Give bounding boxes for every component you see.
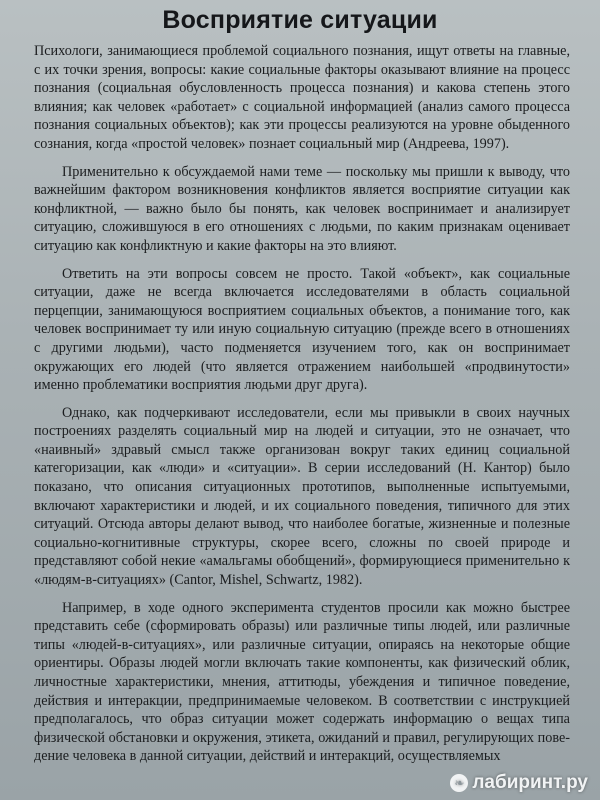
paragraph: Психологи, занимающиеся проблемой социального познания, ищут ответы на главные, с их точки зрения, вопросы: какие социальные факторы оказывают влияние на процесс познания (социальная обусловленность процесса познания) и какова степень этого влияния; как человек «работает» с социальной информацией (анализ самого процесса познания социальных объектов); как эти процессы реализуются на уровне обыденного сознания, когда «простой человек» познает социальный мир (Андреева, 1997). [34,43,570,152]
paragraph: Применительно к обсуждаемой нами теме — поскольку мы пришли к выводу, что важнейшим фактором возникновения конфликтов является восприятие ситуации как конфликтной, — важно было бы понять, как человек воспринимает и анализирует ситуацию, сложившуюся в его отношениях с людьми, по каким признакам оценивает ситуацию как конфликтную и какие факторы на это влияют. [34,163,570,254]
watermark-text: лабиринт.ру [472,772,588,793]
labirint-logo-icon: ❧ [450,774,468,792]
watermark [450,772,588,794]
paragraph: Ответить на эти вопросы совсем не просто. Такой «объект», как социальные ситуации, даже не всегда включается исследователями в область социальной перцепции, занимающуюся восприятием социальных объектов, а понимание того, как человек воспринимает ту или иную социальную ситуацию (прежде всего в отношениях с другими людьми), часто подменяется изучением того, как он воспринимает окружающих его людей (что является отражением наибольшей «продвинутости» именно проблематики восприятия людьми друг друга). [34,265,570,394]
paragraph: Однако, как подчеркивают исследователи, если мы привыкли в своих научных построениях разделять социальный мир на людей и ситуации, это не означает, что «наивный» здравый смысл также организован вокруг таких единиц социальной категоризации, как «люди» и «ситуации». В серии исслeдований (Н. Кантор) было показано, что описания ситуационных прототипов, выполненные испытуемыми, включают характеристики и людей, и их социального поведения, типичного для этих ситуаций. Отсюда авторы делают вывод, что наиболее богатые, жизненные и полезные социально-когнитивные структуры, скорее всего, сложны по своей природе и представляют собой некие «амальгамы обобщений», формирующиеся применительно к «людям-в-ситуациях» (Cantor, Mishel, Schwartz, 1982). [34,404,570,589]
page-title: Восприятие ситуации [162,6,438,34]
page-body [34,42,570,775]
paragraph: Например, в ходе одного эксперимента студентов просили как можно быстрее представить себе (сформировать образы) или различные типы людей, или различные типы «людей-в-ситуациях», или различные ситуации, опираясь на некоторые общие ориентиры. Образы людей могли включать такие компоненты, как физический облик, личностные характеристики, мнения, аттитюды, убеждения и типичное поведение, действия и интеракции, предпринимаемые человеком. В соответствии с инструкцией предполагалось, что образ ситуации может содержать информацию о вещах типа физической обстановки и окружения, этикета, ожиданий и правил, регулирующих поведение человека в данной ситуации, действий и интеракций, осуществляемых [34,599,570,765]
